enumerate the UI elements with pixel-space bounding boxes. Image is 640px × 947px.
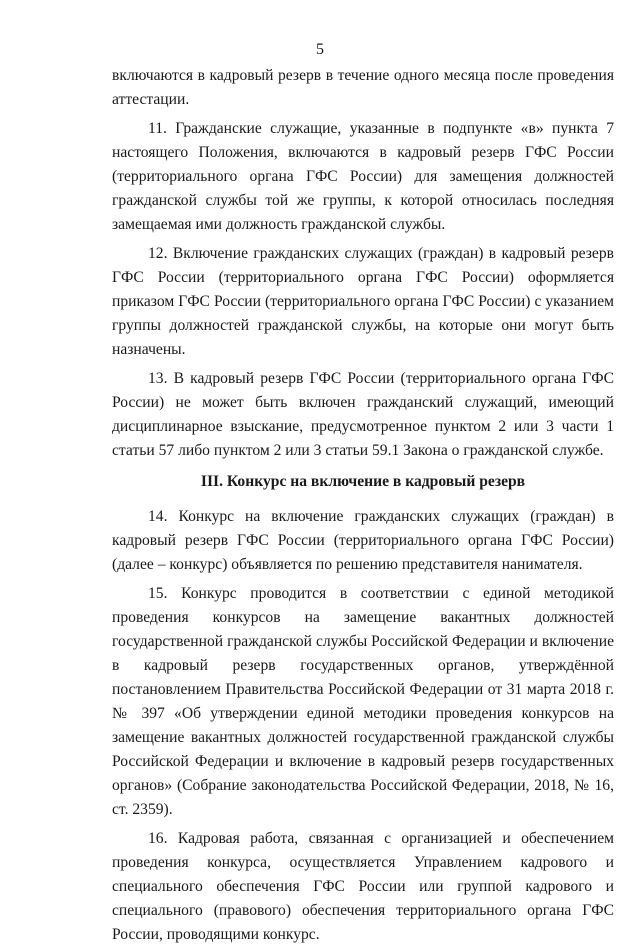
paragraph-12: 12. Включение гражданских служащих (граждан) в кадровый резерв ГФС России (территориального органа ГФС России) оформляется приказом ГФС России (территориального органа ГФС России) с указанием группы должностей гражданской службы, на которые они могут быть назначены. — [112, 245, 614, 358]
paragraph-15: 15. Конкурс проводится в соответствии с единой методикой проведения конкурсов на замещение вакантных должностей государственной гражданской службы Российской Федерации и включение в кадровый резерв государственных органов, утверждённой постановлением Правительства Российской Федерации от 31 марта 2018 г. № 397 «Об утверждении единой методики проведения конкурсов на замещение вакантных должностей государственной гражданской службы Российской Федерации и включение в кадровый резерв государственных органов» (Собрание законодательства Российской Федерации, 2018, № 16, ст. 2359). — [112, 585, 614, 818]
page-number: 5 — [316, 41, 324, 58]
section-heading: III. Конкурс на включение в кадровый резерв — [200, 473, 526, 490]
paragraph-continuation: включаются в кадровый резерв в течение одного месяца после проведения аттестации. — [112, 67, 614, 108]
paragraph-14: 14. Конкурс на включение гражданских служащих (граждан) в кадровый резерв ГФС России (территориального органа ГФС России) (далее – конкурс) объявляется по решению представителя нанимателя. — [112, 508, 614, 573]
document-body — [112, 64, 614, 947]
paragraph-11: 11. Гражданские служащие, указанные в подпункте «в» пункта 7 настоящего Положения, включаются в кадровый резерв ГФС России (территориального органа ГФС России) для замещения должностей гражданской службы той же группы, к которой относилась последняя замещаемая ими должность гражданской службы. — [112, 120, 614, 233]
paragraph-13: 13. В кадровый резерв ГФС России (территориального органа ГФС России) не может быть включен гражданский служащий, имеющий дисциплинарное взыскание, предусмотренное пунктом 2 или 3 части 1 статьи 57 либо пунктом 2 или 3 статьи 59.1 Закона о гражданской службе. — [112, 370, 614, 459]
paragraph-16: 16. Кадровая работа, связанная с организацией и обеспечением проведения конкурса, осуществляется Управлением кадрового и специального обеспечения ГФС России или группой кадрового и специального (правового) обеспечения территориального органа ГФС России, проводящими конкурс. — [112, 830, 614, 943]
